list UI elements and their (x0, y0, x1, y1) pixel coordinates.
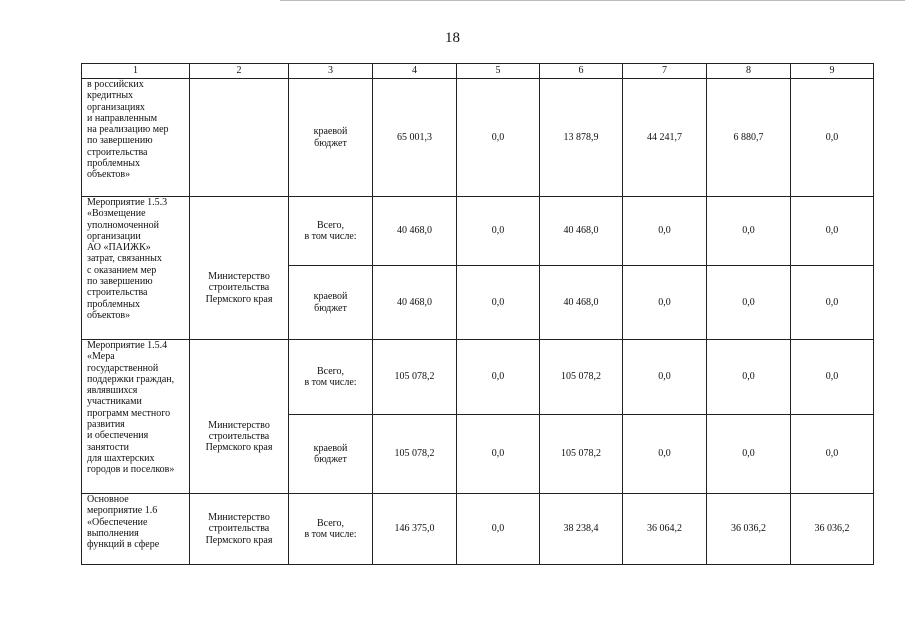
value-cell: 0,0 (623, 340, 707, 415)
value-cell: 0,0 (457, 494, 540, 565)
event-name-cell: Мероприятие 1.5.3 «Возмещение уполномоченной организации АО «ПАИЖК» затрат, связанных с оказанием мер по завершению строительства проблемных объектов» (82, 197, 190, 340)
value-cell: 105 078,2 (373, 415, 457, 494)
source-cell: Всего, в том числе: (289, 197, 373, 266)
value-cell: 105 078,2 (540, 340, 623, 415)
value-cell: 40 468,0 (373, 197, 457, 266)
table-row (82, 197, 874, 266)
value-cell: 0,0 (623, 266, 707, 340)
value-cell: 38 238,4 (540, 494, 623, 565)
value-cell: 0,0 (707, 197, 791, 266)
executor-cell: Министерство строительства Пермского края (190, 340, 289, 494)
value-cell: 36 064,2 (623, 494, 707, 565)
header-cell: 6 (540, 64, 623, 79)
budget-table (81, 63, 874, 565)
value-cell: 0,0 (707, 266, 791, 340)
executor-cell: Министерство строительства Пермского края (190, 494, 289, 565)
source-cell: краевой бюджет (289, 266, 373, 340)
value-cell: 0,0 (457, 266, 540, 340)
executor-cell: Министерство строительства Пермского края (190, 197, 289, 340)
value-cell: 146 375,0 (373, 494, 457, 565)
event-name-cell: Мероприятие 1.5.4 «Мера государственной поддержки граждан, являвшихся участниками программ местного развития и обеспечения занятости для шахтерских городов и поселков» (82, 340, 190, 494)
value-cell: 0,0 (791, 266, 874, 340)
value-cell: 0,0 (791, 79, 874, 197)
value-cell: 0,0 (457, 79, 540, 197)
header-cell: 7 (623, 64, 707, 79)
value-cell: 0,0 (623, 415, 707, 494)
header-cell: 3 (289, 64, 373, 79)
table-row (82, 79, 874, 197)
source-cell: Всего, в том числе: (289, 340, 373, 415)
table-row (82, 494, 874, 565)
value-cell: 105 078,2 (540, 415, 623, 494)
value-cell: 0,0 (791, 340, 874, 415)
header-cell: 1 (82, 64, 190, 79)
page-number: 18 (445, 30, 460, 46)
value-cell: 36 036,2 (791, 494, 874, 565)
value-cell: 0,0 (707, 415, 791, 494)
top-rule (280, 0, 905, 1)
source-cell: краевой бюджет (289, 79, 373, 197)
value-cell: 65 001,3 (373, 79, 457, 197)
value-cell: 0,0 (457, 340, 540, 415)
value-cell: 6 880,7 (707, 79, 791, 197)
header-cell: 2 (190, 64, 289, 79)
source-cell: Всего, в том числе: (289, 494, 373, 565)
value-cell: 40 468,0 (373, 266, 457, 340)
value-cell: 0,0 (457, 415, 540, 494)
header-cell: 4 (373, 64, 457, 79)
event-name-cell: в российских кредитных организациях и направленным на реализацию мер по завершению строительства проблемных объектов» (82, 79, 190, 197)
executor-cell (190, 79, 289, 197)
header-cell: 5 (457, 64, 540, 79)
source-cell: краевой бюджет (289, 415, 373, 494)
header-row (82, 64, 874, 79)
value-cell: 105 078,2 (373, 340, 457, 415)
header-cell: 9 (791, 64, 874, 79)
value-cell: 0,0 (707, 340, 791, 415)
value-cell: 36 036,2 (707, 494, 791, 565)
table-row (82, 340, 874, 415)
header-cell: 8 (707, 64, 791, 79)
value-cell: 0,0 (457, 197, 540, 266)
event-name-cell: Основное мероприятие 1.6 «Обеспечение выполнения функций в сфере (82, 494, 190, 565)
value-cell: 0,0 (791, 197, 874, 266)
value-cell: 13 878,9 (540, 79, 623, 197)
value-cell: 44 241,7 (623, 79, 707, 197)
value-cell: 40 468,0 (540, 266, 623, 340)
value-cell: 0,0 (791, 415, 874, 494)
value-cell: 0,0 (623, 197, 707, 266)
value-cell: 40 468,0 (540, 197, 623, 266)
